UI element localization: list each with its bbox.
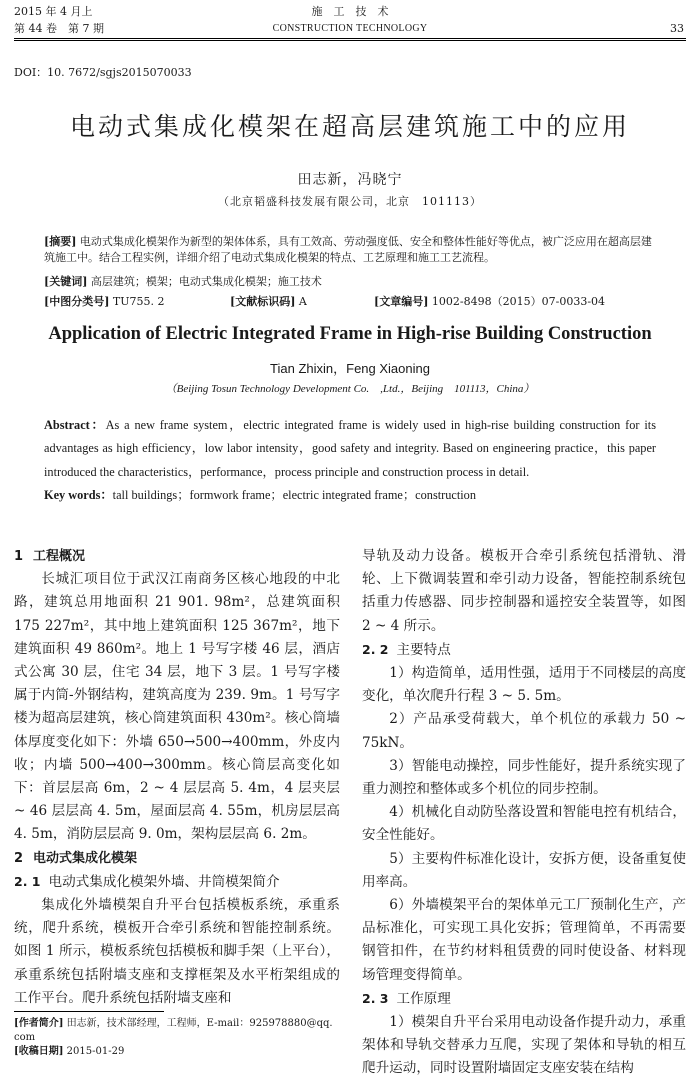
section-1-paragraph: 长城汇项目位于武汉江南商务区核心地段的中北路，建筑总用地面积 21 901. 98m²，总建筑面积 175 227m²，其中地上建筑面积 125 367m²，地下建筑面积 49 860m²。地上 1 号写字楼 46 层，酒店式公寓 30 层，住宅 34 层，地下 3 层。1 号写字楼属于内筒-外钢结构，建筑高度为 239. 9m。1 号写字楼为超高层建筑，核心筒建筑面积 430m²。核心筒墙体厚度变化如下：外墙 650→500→400mm，外皮内收；内墙 500→400→300mm。核心筒层高变化如下：首层层高 6m，2 ~ 4 层层高 5. 4m，4 层夹层 ~ 46 层层高 4. 5m，屋面层高 4. 55m，机房层层高 4. 5m，消防层层高 9. 0m，架构层层高 6. 2m。 [14,571,340,843]
authors-cn: 田志新，冯晓宁 [297,172,403,188]
footnote-author: [作者简介] 田志新，技术部经理，工程师，E-mail：925978880@qq. com [14,1018,333,1043]
header-rule-top [14,38,686,39]
document-code: [文献标识码] A [230,295,307,308]
section-2-3-heading: 2. 3 工作原理 [362,990,451,1007]
clc-code: [中图分类号] TU755. 2 [44,295,165,308]
header-volume-issue: 第 44 卷 第 7 期 [14,22,104,35]
abstract-en-label: Abstract： [44,418,106,432]
keywords-cn-text: 高层建筑；模架；电动式集成化模架；施工技术 [90,275,322,288]
feature-item-6: 6）外墙模架平台的架体单元工厂预制化生产，产品标准化，可实现工具化安拆；管理简单，不再需要钢管扣件，在节约材料租赁费的同时使设备、材料现场管理变得简单。 [362,897,686,983]
feature-item-2: 2）产品承受荷载大，单个机位的承载力 50 ~ 75kN。 [362,711,686,751]
keywords-cn [44,274,656,290]
footnote-received-date: [收稿日期] 2015-01-29 [14,1046,125,1057]
abstract-cn-label: [摘要] [44,235,77,248]
feature-item-1: 1）构造简单，适用性强，适用于不同楼层的高度变化，单次爬升行程 3 ~ 5. 5m。 [362,665,686,705]
section-2-2-heading: 2. 2 主要特点 [362,641,451,658]
section-2-1-continued: 导轨及动力设备。模板开合牵引系统包括滑轨、滑轮、上下微调装置和牵引动力设备，智能控制系统包括重力传感器、同步控制器和遥控安全装置等，如图 2 ~ 4 所示。 [362,548,686,634]
keywords-en-label: Key words： [44,487,113,502]
abstract-cn-text: 电动式集成化模架作为新型的架体体系，具有工效高、劳动强度低、安全和整体性能好等优点，被广泛应用在超高层建筑施工中。结合工程实例，详细介绍了电动式集成化模架的特点、工艺原理和施工工艺流程。 [44,235,652,264]
header-page-number: 33 [670,22,684,35]
header-journal-en: CONSTRUCTION TECHNOLOGY [272,23,428,34]
abstract-en [44,414,656,507]
doi: DOI：10. 7672/sgjs2015070033 [14,66,192,79]
feature-item-5: 5）主要构件标准化设计，安拆方便，设备重复使用率高。 [362,850,686,890]
abstract-cn [44,234,656,266]
abstract-en-text: As a new frame system，electric integrated frame is widely used in high-rise building construction for its advantages as high efficiency，low labor intensity，good safety and integrity. Based on engineering practice，this paper introduced the characteristics，performance，process principle and construction process in detail. [44,418,656,479]
section-1-heading: 1 工程概况 [14,549,86,564]
right-column [362,545,686,1081]
section-2-1-heading: 2. 1 电动式集成化模架外墙、井筒模架简介 [14,873,280,890]
article-number: [文章编号] 1002-8498（2015）07-0033-04 [374,295,606,308]
feature-item-3: 3）智能电动操控，同步性能好，提升系统实现了重力测控和整体或多个机位的同步控制。 [362,757,686,798]
header-rule-bottom [14,40,686,41]
section-2-3-paragraph: 1）模架自升平台采用电动设备作提升动力，承重架体和导轨交替承力互爬，实现了架体和导轨的相互爬升运动，同时设置附墙固定支座安装在结构 [362,1014,686,1077]
header-date: 2015 年 4 月上 [14,5,93,18]
keywords-cn-label: [关键词] [44,275,88,288]
footnote-rule [14,1011,164,1012]
affiliation-en: （Beijing Tosun Technology Development Co. ,Ltd.，Beijing 101113，China） [165,383,535,395]
title-en: Application of Electric Integrated Frame in High-rise Building Construction [48,324,652,344]
header-journal-cn: 施 工 技 术 [311,5,389,18]
classification-row [44,294,656,310]
section-2-heading: 2 电动式集成化模架 [14,850,138,866]
title-cn: 电动式集成化模架在超高层建筑施工中的应用 [69,112,630,141]
affiliation-cn: （北京韬盛科技发展有限公司，北京 101113） [218,195,482,208]
feature-item-4: 4）机械化自动防坠落设置和智能电控有机结合，安全性能好。 [362,804,686,844]
section-2-1-paragraph: 集成化外墙模架自升平台包括模板系统，承重系统，爬升系统，模板开合牵引系统和智能控制系统。如图 1 所示，模板系统包括模板和脚手架（上平台），承重系统包括附墙支座和支撑框架及水平桁架组成的工作平台。爬升系统包括附墙支座和 [14,897,340,1006]
keywords-en-text: tall buildings；formwork frame；electric integrated frame；construction [112,487,476,502]
authors-en: Tian Zhixin，Feng Xiaoning [270,361,430,376]
left-column [14,545,340,1010]
